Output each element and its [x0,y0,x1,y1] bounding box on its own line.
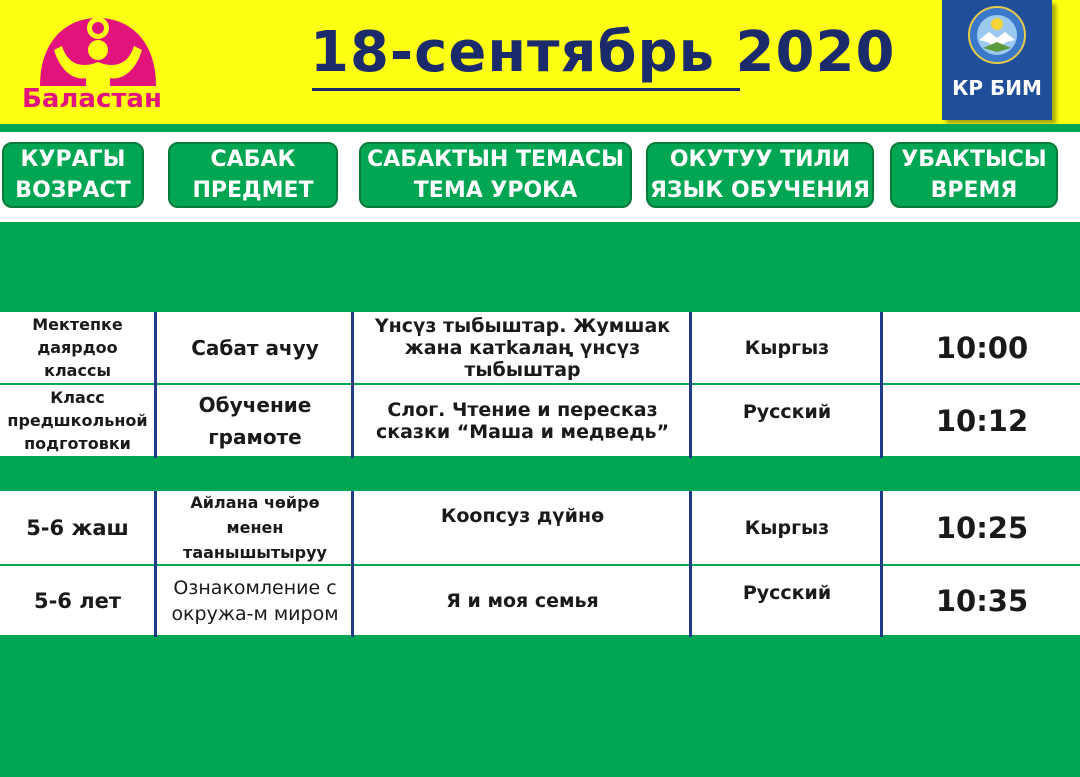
column-divider [154,491,157,637]
column-divider [351,312,354,458]
column-divider [351,491,354,637]
cell-age: 5-6 лет [33,588,122,613]
brand-name: Баластан [22,84,162,114]
cell-subject: Айлана чөйрө менен таанышытыруу [183,493,327,562]
badge-label: КР БИМ [952,76,1042,100]
cell-subject: Обучение грамоте [198,392,312,449]
cell-language: Кыргыз [744,516,830,539]
cell-time: 10:35 [935,583,1029,618]
column-divider [689,312,692,458]
column-divider [880,491,883,637]
cell-time: 10:25 [935,510,1029,545]
column-divider [689,491,692,637]
cell-language: Русский [742,582,832,604]
cell-language: Русский [742,401,832,423]
column-divider [154,312,157,458]
page-title: 18-сентябрь 2020 [310,20,896,85]
cell-age: 5-6 жаш [26,515,129,540]
cell-subject: Сабат ачуу [191,335,319,360]
table-row [0,491,1080,566]
cell-topic: Слог. Чтение и пересказ сказки “Маша и медведь” [375,398,670,443]
column-header-age: КУРАГЫ ВОЗРАСТ [2,142,144,208]
column-header-topic: САБАКТЫН ТЕМАСЫ ТЕМА УРОКА [359,142,632,208]
header-bar [0,0,1080,124]
cell-age: Класс предшкольной подготовки [7,388,148,453]
cell-language: Кыргыз [744,336,830,359]
cell-subject: Ознакомление с окружа-м миром [171,576,339,625]
table-row [0,566,1080,637]
cell-age: Мектепке даярдоо классы [32,315,123,380]
cell-topic: Коопсуз дүйнө [440,505,605,527]
title-underline [312,88,740,91]
column-header-subject: САБАК ПРЕДМЕТ [168,142,338,208]
column-header-time: УБАКТЫСЫ ВРЕМЯ [890,142,1058,208]
cell-topic: Я и моя семья [446,589,599,612]
table-row [0,312,1080,385]
schedule-block-1 [0,312,1080,458]
cell-time: 10:00 [935,330,1029,365]
column-header-language: ОКУТУУ ТИЛИ ЯЗЫК ОБУЧЕНИЯ [646,142,874,208]
kr-bim-badge [942,0,1052,120]
column-divider [880,312,883,458]
schedule-block-2 [0,491,1080,637]
green-band [0,124,1080,132]
kyrgyz-emblem-icon [967,4,1027,66]
cell-time: 10:12 [935,403,1029,438]
cell-topic: Үнсүз тыбыштар. Жумшак жана катkалаң үнсүз тыбыштар [374,314,671,381]
table-row [0,385,1080,458]
